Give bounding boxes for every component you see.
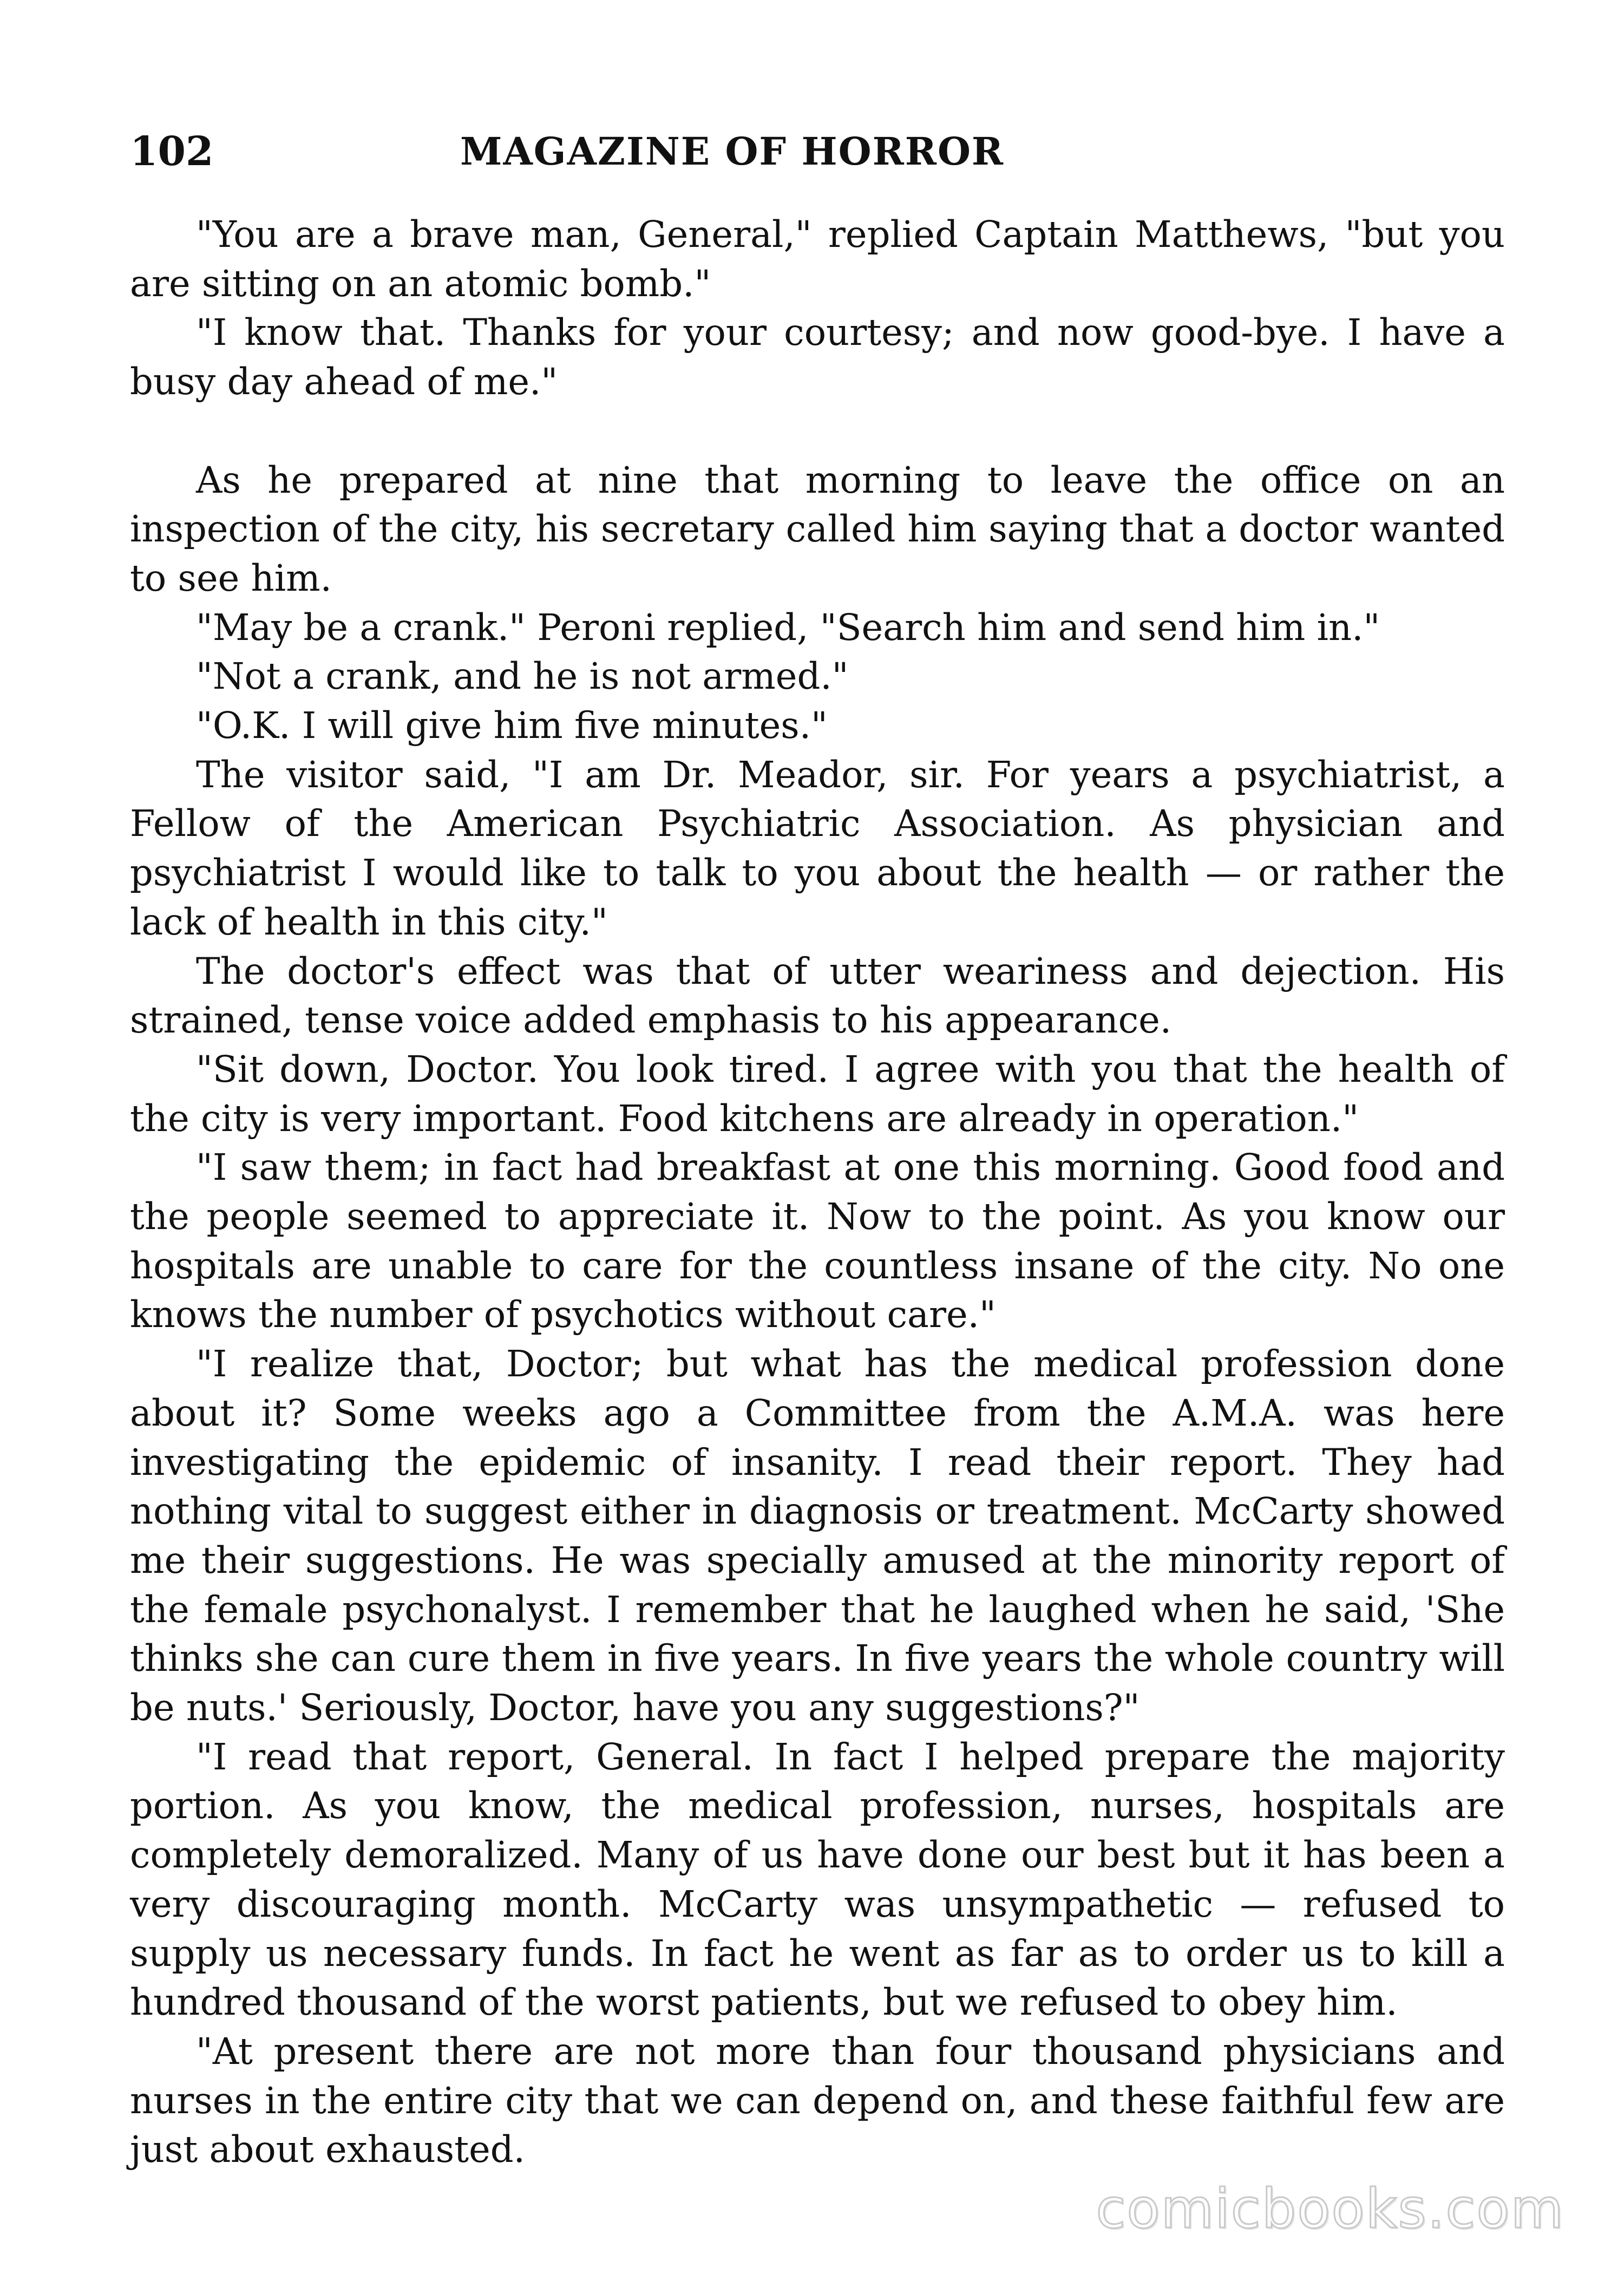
paragraph: "O.K. I will give him five minutes." <box>196 704 828 747</box>
paragraph: "At present there are not more than four thousand physicians and nurses in the entire city that we can depend on, and these faithful few are just about exhausted. <box>130 2030 1505 2171</box>
paragraph: The doctor's effect was that of utter weariness and dejection. His strained, tense voice added emphasis to his appearance. <box>130 950 1505 1042</box>
paragraph: "You are a brave man, General," replied Captain Matthews, "but you are sitting on an atomic bomb." <box>130 213 1505 305</box>
running-title: MAGAZINE OF HORROR <box>460 129 1005 174</box>
paragraph: "Not a crank, and he is not armed." <box>196 655 849 698</box>
paragraph: "May be a crank." Peroni replied, "Search him and send him in." <box>196 606 1380 649</box>
page-header <box>130 122 1505 181</box>
paragraph: "Sit down, Doctor. You look tired. I agree with you that the health of the city is very important. Food kitchens are already in operation." <box>130 1048 1505 1140</box>
paragraph: "I read that report, General. In fact I helped prepare the majority portion. As you know, the medical profession, nurses, hospitals are completely demoralized. Many of us have done our best but it has been a very discouraging month. McCarty was unsympathetic — refused to supply us necessary funds. In fact he went as far as to order us to kill a hundred thousand of the worst patients, but we refused to obey him. <box>130 1735 1505 2024</box>
page-number: 102 <box>130 128 214 175</box>
story-text <box>130 210 1505 2174</box>
watermark: comicbooks.com <box>1096 2177 1564 2240</box>
paragraph: The visitor said, "I am Dr. Meador, sir. For years a psychiatrist, a Fellow of the American Psychiatric Association. As physician and psychiatrist I would like to talk to you about the health — or rather the lack of health in this city." <box>130 753 1505 943</box>
paragraph: As he prepared at nine that morning to leave the office on an inspection of the city, his secretary called him saying that a doctor wanted to see him. <box>130 459 1505 599</box>
paragraph: "I know that. Thanks for your courtesy; and now good-bye. I have a busy day ahead of me." <box>130 311 1505 403</box>
paragraph: "I realize that, Doctor; but what has the medical profession done about it? Some weeks ago a Committee from the A.M.A. was here investigating the epidemic of insanity. I read their report. They had nothing vital to suggest either in diagnosis or treatment. McCarty showed me their suggestions. He was specially amused at the minority report of the female psychonalyst. I remember that he laughed when he said, 'She thinks she can cure them in five years. In five years the whole country will be nuts.' Seriously, Doctor, have you any suggestions?" <box>130 1343 1505 1729</box>
paragraph: "I saw them; in fact had breakfast at one this morning. Good food and the people seemed to appreciate it. Now to the point. As you know our hospitals are unable to care for the countless insane of the city. No one knows the number of psychotics without care." <box>130 1146 1505 1336</box>
